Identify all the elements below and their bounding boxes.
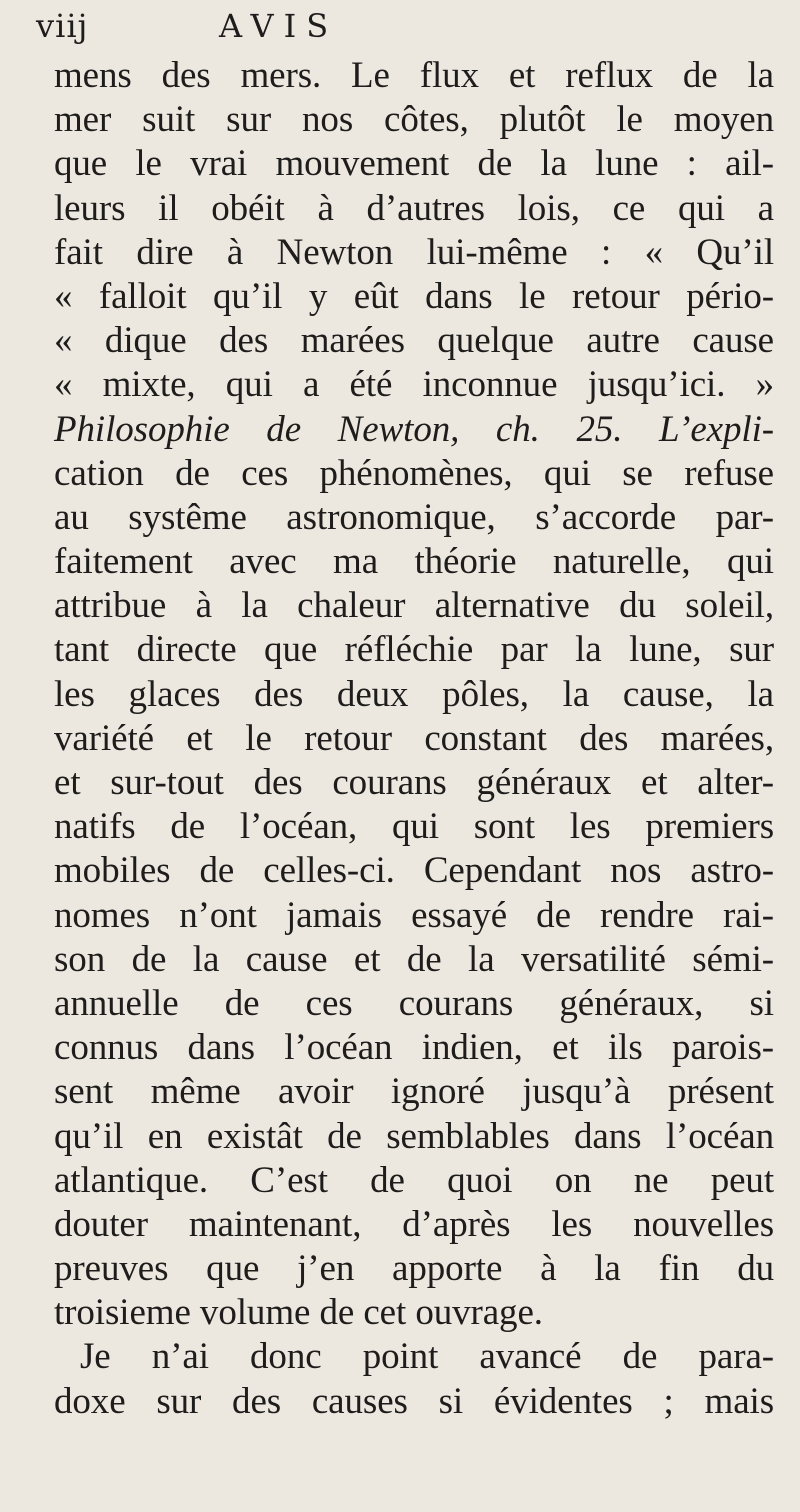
text-line: « dique des marées quelque autre cause	[54, 320, 774, 362]
page-number: viij	[36, 7, 89, 45]
text-line: sent même avoir ignoré jusqu’à présent	[54, 1071, 774, 1113]
text-line: fait dire à Newton lui-même : « Qu’il	[54, 231, 774, 273]
text-line: que le vrai mouvement de la lune : ail-	[54, 143, 774, 185]
text-line: mobiles de celles-ci. Cependant nos astro-	[54, 850, 774, 892]
text-line: connus dans l’océan indien, et ils parois-	[54, 1027, 774, 1069]
text-line: au systême astronomique, s’accorde par-	[54, 496, 774, 538]
text-line-italic: Philosophie de Newton, ch. 25. L’expli-	[54, 408, 774, 450]
text-line: « mixte, qui a été inconnue jusqu’ici. »	[54, 364, 774, 406]
text-line: cation de ces phénomènes, qui se refuse	[54, 452, 774, 494]
text-line: qu’il en existât de semblables dans l’océan	[54, 1115, 774, 1157]
text-line: faitement avec ma théorie naturelle, qui	[54, 541, 774, 583]
text-line: nomes n’ont jamais essayé de rendre rai-	[54, 894, 774, 936]
text-line: troisieme volume de cet ouvrage.	[54, 1292, 543, 1334]
running-head: AVIS	[219, 7, 339, 45]
text-line: son de la cause et de la versatilité sémi-	[54, 938, 774, 980]
text-line: douter maintenant, d’après les nouvelles	[54, 1203, 774, 1245]
text-line: variété et le retour constant des marées,	[54, 717, 774, 759]
text-line: preuves que j’en apporte à la fin du	[54, 1248, 774, 1290]
text-line: doxe sur des causes si évidentes ; mais	[54, 1380, 774, 1422]
text-line: leurs il obéit à d’autres lois, ce qui a	[54, 187, 774, 229]
text-line: les glaces des deux pôles, la cause, la	[54, 673, 774, 715]
text-line: tant directe que réfléchie par la lune, sur	[54, 629, 774, 671]
text-line: et sur-tout des courans généraux et alter-	[54, 762, 774, 803]
text-line: mer suit sur nos côtes, plutôt le moyen	[54, 99, 774, 141]
text-line: natifs de l’océan, qui sont les premiers	[54, 806, 774, 848]
body-text	[54, 54, 774, 1424]
text-line-indented: Je n’ai donc point avancé de para-	[80, 1336, 774, 1378]
text-line: attribue à la chaleur alternative du soleil,	[54, 585, 774, 627]
page-header	[36, 4, 339, 48]
text-line: atlantique. C’est de quoi on ne peut	[54, 1159, 774, 1201]
text-line: « falloit qu’il y eût dans le retour pério-	[54, 275, 774, 317]
text-line: mens des mers. Le flux et reflux de la	[54, 55, 774, 96]
text-line: annuelle de ces courans généraux, si	[54, 982, 774, 1024]
